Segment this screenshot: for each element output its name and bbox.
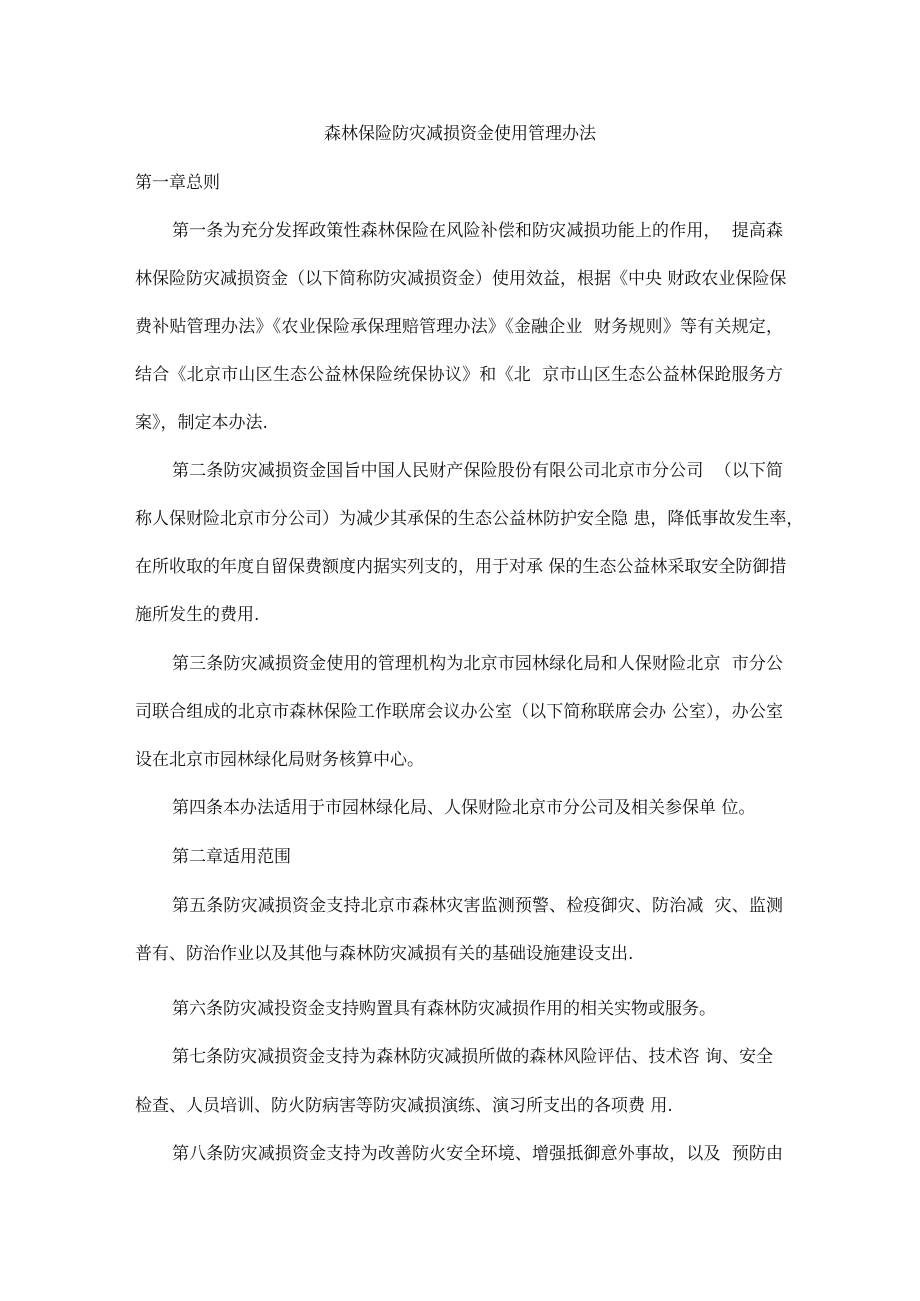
article-1-line-3: 费补贴管理办法》《农业保险承保理赔管理办法》《金融企业 财务规则》等有关规定， <box>135 317 783 337</box>
article-3-line-1: 第三条防灾减损资金使用的管理机构为北京市园林绿化局和人保财险北京 市分公 <box>172 654 783 674</box>
chapter-2-heading: 第二章适用范围 <box>172 847 291 867</box>
article-8-line-1: 第八条防灾减损资金支持为改善防火安全环境、增强抵御意外事故，以及 预防由 <box>172 1144 783 1164</box>
article-5-line-1: 第五条防灾减损资金支持北京市森林灾害监测预警、检疫御灾、防治减 灾、监测 <box>172 896 783 916</box>
article-3-line-2: 司联合组成的北京市森林保险工作联席会议办公室（以下简称联席会办 公室），办公室 <box>135 702 783 722</box>
article-2-line-4: 施所发生的费用. <box>135 605 260 625</box>
article-1-line-2: 林保险防灾减损资金（以下简称防灾减损资金）使用效益，根据《中央 财政农业保险保 <box>135 269 787 289</box>
article-1-line-1: 第一条为充分发挥政策性森林保险在风险补偿和防灾减损功能上的作用， 提高森 <box>172 221 783 241</box>
article-3-line-3: 设在北京市园林绿化局财务核算中心。 <box>135 750 424 770</box>
article-7-line-2: 检查、人员培训、防火防病害等防灾减损演练、演习所支出的各项费 用. <box>135 1096 673 1116</box>
article-2-line-2: 称人保财险北京市分公司）为减少其承保的生态公益林防护安全隐 患，降低事故发生率， <box>135 509 804 529</box>
article-4: 第四条本办法适用于市园林绿化局、人保财险北京市分公司及相关参保单 位。 <box>172 798 756 818</box>
article-2-line-1: 第二条防灾减损资金国旨中国人民财产保险股份有限公司北京市分公司 （以下简 <box>172 461 783 481</box>
article-1-line-4: 结合《北京市山区生态公益林保险统保协议》和《北 京市山区生态公益林保跄服务方 <box>135 365 783 385</box>
article-2-line-3: 在所收取的年度自留保费额度内据实列支的，用于对承 保的生态公益林采取安全防御措 <box>135 557 787 577</box>
document-title: 森林保险防灾减损资金使用管理办法 <box>324 124 596 144</box>
article-5-line-2: 普有、防治作业以及其他与森林防灾减损有关的基础设施建设支出. <box>135 944 634 964</box>
article-6: 第六条防灾减投资金支持购置具有森林防灾减损作用的相关实物或服务。 <box>172 999 716 1019</box>
chapter-1-heading: 第一章总则 <box>135 173 220 193</box>
article-7-line-1: 第七条防灾减损资金支持为森林防灾减损所做的森林风险评估、技术咨 询、安全 <box>172 1047 773 1067</box>
article-1-line-5: 案》，制定本办法. <box>135 413 268 433</box>
